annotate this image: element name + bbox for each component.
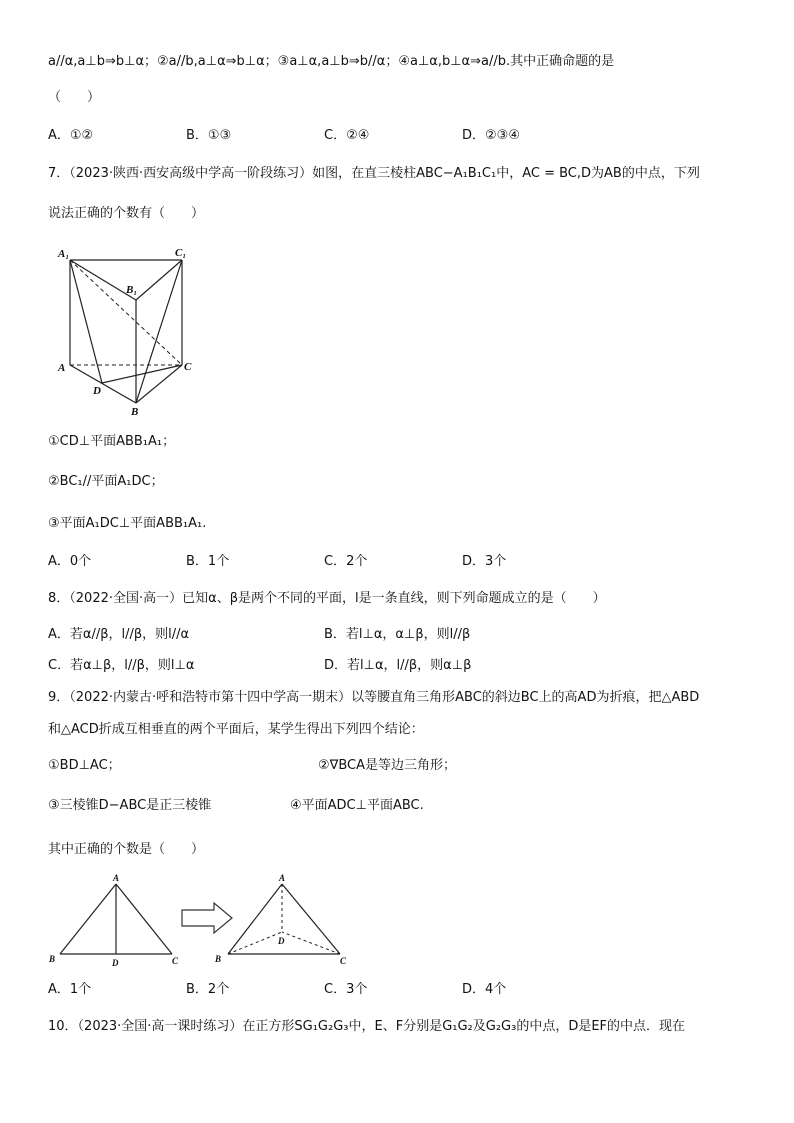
q9-option-c[interactable]: C．3个 bbox=[324, 982, 368, 997]
q7-option-d[interactable]: D．3个 bbox=[462, 554, 507, 569]
q9-stem-line2: 和△ACD折成互相垂直的两个平面后，某学生得出下列四个结论： bbox=[48, 722, 424, 737]
q7-option-c[interactable]: C．2个 bbox=[324, 554, 368, 569]
q9-left-label-d: D bbox=[112, 958, 119, 968]
q6-answer-paren: （ ） bbox=[48, 90, 101, 105]
q8-option-a[interactable]: A．若α//β，l//β，则l//α bbox=[48, 627, 190, 642]
q9-option-d[interactable]: D．4个 bbox=[462, 982, 507, 997]
q6-option-a[interactable]: A．①② bbox=[48, 128, 94, 143]
q9-right-label-a: A bbox=[279, 873, 286, 883]
q7-label-c: C bbox=[184, 361, 192, 373]
q9-left-label-b: B bbox=[49, 954, 56, 964]
q10-stem: 10．（2023·全国·高一课时练习）在正方形SG₁G₂G₃中，E、F分别是G₁G₂及G₂G₃的中点，D是EF的中点．现在 bbox=[48, 1019, 686, 1034]
q7-statement-1: ①CD⊥平面ABB₁A₁； bbox=[48, 434, 176, 449]
q7-statement-3: ③平面A₁DC⊥平面ABB₁A₁. bbox=[48, 516, 207, 531]
q9-right-label-c: C bbox=[340, 956, 347, 966]
q6-option-d[interactable]: D．②③④ bbox=[462, 128, 520, 143]
q6-propositions: a//α,a⊥b⇒b⊥α；②a//b,a⊥α⇒b⊥α；③a⊥α,a⊥b⇒b//α；④a⊥α,b⊥α⇒a//b.其中正确命题的是 bbox=[48, 54, 615, 69]
q7-label-b1: B₁ bbox=[126, 284, 138, 296]
q8-option-b[interactable]: B．若l⊥α，α⊥β，则l//β bbox=[324, 627, 471, 642]
q7-label-c1: C₁ bbox=[175, 247, 187, 259]
q7-statement-2: ②BC₁//平面A₁DC； bbox=[48, 474, 164, 489]
q9-left-label-a: A bbox=[113, 873, 120, 883]
q9-right-label-d: D bbox=[278, 936, 285, 946]
q7-stem-line2: 说法正确的个数有（ ） bbox=[48, 206, 205, 221]
q9-left-label-c: C bbox=[172, 956, 179, 966]
q9-conclusion-4: ④平面ADC⊥平面ABC. bbox=[290, 798, 424, 813]
q7-label-a: A bbox=[58, 362, 66, 374]
q6-option-b[interactable]: B．①③ bbox=[186, 128, 232, 143]
q9-right-label-b: B bbox=[215, 954, 222, 964]
q7-label-d: D bbox=[93, 385, 101, 397]
q7-stem-line1: 7．（2023·陕西·西安高级中学高一阶段练习）如图，在直三棱柱ABC−A₁B₁C₁中，AC = BC,D为AB的中点，下列 bbox=[48, 166, 700, 181]
q9-conclusion-3: ③三棱锥D−ABC是正三棱锥 bbox=[48, 798, 212, 813]
q7-option-b[interactable]: B．1个 bbox=[186, 554, 230, 569]
q9-option-a[interactable]: A．1个 bbox=[48, 982, 92, 997]
q7-label-a1: A₁ bbox=[58, 248, 70, 260]
q9-question: 其中正确的个数是（ ） bbox=[48, 842, 205, 857]
q9-conclusion-2: ②∇BCA是等边三角形； bbox=[318, 758, 457, 773]
q8-option-d[interactable]: D．若l⊥α，l//β，则α⊥β bbox=[324, 658, 472, 673]
q7-option-a[interactable]: A．0个 bbox=[48, 554, 92, 569]
q9-option-b[interactable]: B．2个 bbox=[186, 982, 230, 997]
q6-option-c[interactable]: C．②④ bbox=[324, 128, 370, 143]
q7-prism-figure bbox=[50, 245, 210, 420]
q9-stem-line1: 9．（2022·内蒙古·呼和浩特市第十四中学高一期末）以等腰直角三角形ABC的斜边BC上的高AD为折痕，把△ABD bbox=[48, 690, 700, 705]
q8-stem: 8．（2022·全国·高一）已知α、β是两个不同的平面，l是一条直线，则下列命题成立的是（ ） bbox=[48, 591, 606, 606]
q9-fold-figure bbox=[46, 872, 356, 972]
q8-option-c[interactable]: C．若α⊥β，l//β，则l⊥α bbox=[48, 658, 195, 673]
q7-label-b: B bbox=[131, 406, 139, 418]
q9-conclusion-1: ①BD⊥AC； bbox=[48, 758, 121, 773]
